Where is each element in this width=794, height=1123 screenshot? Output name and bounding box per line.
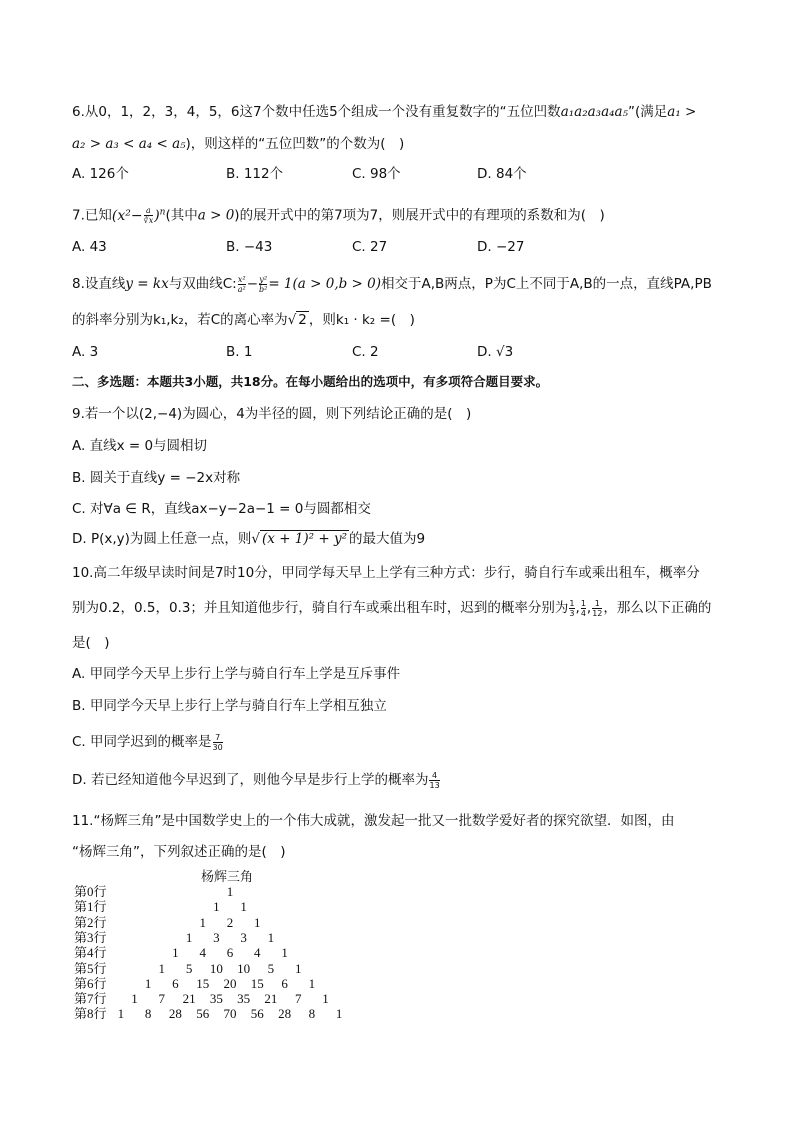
q7-stem: [72, 202, 605, 226]
q9-option-a: A. 直线x = 0与圆相切: [72, 438, 208, 454]
q6-line1: [72, 102, 696, 122]
triangle-row: [74, 1006, 374, 1021]
q11-line2: “杨辉三角”，下列叙述正确的是( ): [72, 844, 286, 860]
q10-line2-a: 别为0.2，0.5，0.3；并且知道他步行，骑自行车或乘出租车时，迟到的概率分别为: [72, 600, 569, 616]
q7-rest: )的展开式中的第7项为7，则展开式中的有理项的系数和为( ): [234, 207, 605, 224]
triangle-row-label: 第3行: [74, 929, 107, 945]
triangle-value: 2: [226, 914, 234, 930]
triangle-value: 15: [250, 975, 264, 991]
q8-line2: [72, 310, 415, 330]
q10-option-d-frac: [429, 771, 439, 790]
triangle-value: 6: [226, 945, 234, 961]
q8-option-c: C. 2: [352, 344, 379, 360]
triangle-value: 1: [117, 1006, 125, 1022]
triangle-value: 10: [237, 960, 251, 976]
q9-option-d: [72, 529, 425, 549]
triangle-value: 21: [182, 991, 196, 1007]
triangle-value: 1: [267, 929, 275, 945]
q8-option-b: B. 1: [226, 344, 253, 360]
q9-stem: 9.若一个以(2,−4)为圆心，4为半径的圆，则下列结论正确的是( ): [72, 406, 472, 422]
triangle-value: 7: [158, 991, 166, 1007]
triangle-value: 1: [240, 899, 247, 915]
triangle-row: [74, 884, 374, 899]
q6-option-d: D. 84个: [477, 166, 527, 182]
q6-option-b: B. 112个: [226, 166, 284, 182]
triangle-row-label: 第2行: [74, 914, 107, 930]
triangle-value: 1: [226, 884, 234, 899]
q10-option-b: B. 甲同学今天早上步行上学与骑自行车上学相互独立: [72, 698, 387, 714]
triangle-value: 56: [250, 1006, 264, 1022]
triangle-value: 8: [308, 1006, 316, 1022]
triangle-row-label: 第1行: [74, 899, 107, 915]
q9-option-c: C. 对∀a ∈ R，直线ax−y−2a−1 = 0与圆都相交: [72, 501, 371, 517]
q10-line3: 是( ): [72, 635, 110, 651]
triangle-value: 1: [144, 975, 152, 991]
triangle-value: 6: [281, 975, 288, 991]
triangle-value: 1: [213, 899, 220, 915]
triangle-value: 1: [294, 960, 302, 976]
q9-option-d-b: 的最大值为9: [349, 531, 426, 547]
q7-option-b: B. −43: [226, 239, 273, 255]
q7-cond: a > 0: [197, 207, 235, 224]
q8-option-d: D. √3: [477, 344, 514, 360]
triangle-value: 5: [185, 960, 193, 976]
q10-d-num: 4: [429, 771, 439, 781]
q6-text-c: )，则这样的“五位凹数”的个数为( ): [185, 136, 405, 152]
triangle-value: 21: [264, 991, 278, 1007]
q6-cond-b: a₂ > a₃ < a₄ < a₅: [72, 136, 186, 152]
triangle-value: 1: [199, 914, 206, 930]
triangle-value: 15: [196, 975, 210, 991]
q8-mid: 与双曲线C:: [168, 276, 237, 292]
q6-option-c: C. 98个: [352, 166, 401, 182]
triangle-row-label: 第8行: [74, 1006, 107, 1022]
section-2-heading: 二、多选题：本题共3小题，共18分。在每小题给出的选项中，有多项符合题目要求。: [72, 374, 549, 389]
triangle-value: 4: [254, 945, 261, 961]
q10-frac-2: $\frac{1}{4}$: [580, 598, 586, 618]
triangle-value: 35: [209, 991, 223, 1007]
triangle-value: 1: [172, 945, 179, 961]
q6-text-b: ”(满足: [628, 104, 668, 120]
q6-option-a: A. 126个: [72, 166, 129, 182]
triangle-value: 1: [185, 929, 193, 945]
q8-prefix: 8.设直线: [72, 276, 126, 292]
q9-option-d-a: D. P(x,y)为圆上任意一点，则: [72, 531, 252, 547]
triangle-row: [74, 930, 374, 945]
triangle-row-label: 第7行: [74, 991, 107, 1007]
q6-cond-a: a₁ >: [667, 104, 697, 120]
q8-line2-a: 的斜率分别为k₁,k₂，若C的离心率为: [72, 312, 288, 328]
triangle-row: [74, 915, 374, 930]
triangle-value: 1: [335, 1006, 343, 1022]
q10-option-c-text: C. 甲同学迟到的概率是: [72, 734, 212, 750]
triangle-value: 8: [144, 1006, 152, 1022]
q9-sqrt-expr: √ (x + 1)² + y²: [251, 531, 348, 547]
q10-c-num: 7: [213, 733, 223, 743]
q10-option-c-frac: [213, 733, 223, 752]
q10-line2: 别为0.2，0.5，0.3；并且知道他步行，骑自行车或乘出租车时，迟到的概率分别为 $\frac{1}{3}$ , $\frac{1}{4}$ , $\frac{1}{12}$ ，那么以下正确的: [72, 598, 712, 618]
q10-c-den: 30: [212, 742, 223, 752]
triangle-row-label: 第5行: [74, 960, 107, 976]
triangle-value: 20: [223, 975, 237, 991]
yanghui-triangle: [74, 884, 374, 1024]
triangle-value: 7: [294, 991, 302, 1007]
q8-rest: 相交于A,B两点，P为C上不同于A,B的一点，直线PA,PB: [381, 276, 712, 292]
triangle-value: 1: [254, 914, 261, 930]
triangle-value: 5: [267, 960, 275, 976]
q6-line2: [72, 134, 404, 154]
q10-line1: 10.高二年级早读时间是7时10分，甲同学每天早上上学有三种方式：步行，骑自行车或乘出租车，概率分: [72, 565, 700, 581]
q10-frac-3: $\frac{1}{12}$: [592, 598, 603, 618]
q7-option-c: C. 27: [352, 239, 388, 255]
triangle-value: 1: [131, 991, 138, 1007]
q10-frac-1: $\frac{1}{3}$: [569, 598, 575, 618]
q8-sqrt2: √ 2: [287, 312, 307, 328]
q8-stem: 8.设直线y = kx与双曲线C: $\frac{\text{x²}}{\text{a²}}$ − $\frac{\text{y²}}{\text{b²}}$ = 1(a > 0,b > 0)相交于A,B两点，P为C上不同于A,B的一点，直线PA,PB: [72, 274, 712, 294]
triangle-row: [74, 961, 374, 976]
q10-option-c: [72, 732, 224, 752]
q10-option-d-text: D. 若已经知道他今早迟到了，则他今早是步行上学的概率为: [72, 772, 429, 788]
q7-suffix: (其中: [165, 207, 198, 224]
triangle-value: 10: [209, 960, 223, 976]
triangle-row: [74, 991, 374, 1006]
triangle-value: 28: [278, 1006, 292, 1022]
q7-binomial: (x²− $\frac{a}{∛x}$ )$^n$: [111, 206, 166, 226]
triangle-row-label: 第4行: [74, 945, 107, 961]
q6-digits: a₁a₂a₃a₄a₅: [560, 104, 628, 120]
q8-frac-y: $\frac{\text{y²}}{\text{b²}}$: [259, 274, 268, 294]
q7-option-a: A. 43: [72, 239, 107, 255]
triangle-value: 56: [196, 1006, 210, 1022]
q7-prefix: 7.已知: [72, 207, 112, 224]
triangle-row: [74, 945, 374, 960]
triangle-row: [74, 976, 374, 991]
triangle-value: 4: [199, 945, 206, 961]
q11-line1: 11.“杨辉三角”是中国数学史上的一个伟大成就，激发起一批又一批数学爱好者的探究欲望．如图，由: [72, 813, 675, 829]
triangle-value: 1: [322, 991, 329, 1007]
triangle-value: 6: [172, 975, 179, 991]
q10-line2-b: ，那么以下正确的: [603, 600, 712, 616]
triangle-row-label: 第6行: [74, 975, 107, 991]
triangle-row: [74, 899, 374, 914]
triangle-value: 1: [281, 945, 288, 961]
q8-option-a: A. 3: [72, 344, 99, 360]
triangle-value: 3: [213, 929, 220, 945]
q8-line-eq: y = kx: [125, 276, 169, 292]
triangle-value: 1: [308, 975, 316, 991]
triangle-value: 3: [240, 929, 247, 945]
q10-d-den: 13: [429, 780, 440, 790]
q8-eq: = 1(a > 0,b > 0): [268, 276, 382, 292]
q8-line2-b: ，则k₁ · k₂ =( ): [308, 312, 415, 328]
q10-option-a: A. 甲同学今天早上步行上学与骑自行车上学是互斥事件: [72, 666, 401, 682]
triangle-value: 35: [237, 991, 251, 1007]
triangle-value: 1: [158, 960, 166, 976]
q6-text-a: 6.从0，1，2，3，4，5，6这7个数中任选5个组成一个没有重复数字的“五位凹数: [72, 104, 561, 120]
triangle-value: 70: [223, 1006, 237, 1022]
q9-option-b: B. 圆关于直线y = −2x对称: [72, 470, 241, 486]
triangle-title: 杨辉三角: [201, 869, 254, 884]
triangle-row-label: 第0行: [74, 884, 107, 899]
q7-option-d: D. −27: [477, 239, 525, 255]
triangle-value: 28: [168, 1006, 182, 1022]
q10-option-d: [72, 770, 441, 790]
q8-frac-x: $\frac{\text{x²}}{\text{a²}}$: [237, 274, 246, 294]
